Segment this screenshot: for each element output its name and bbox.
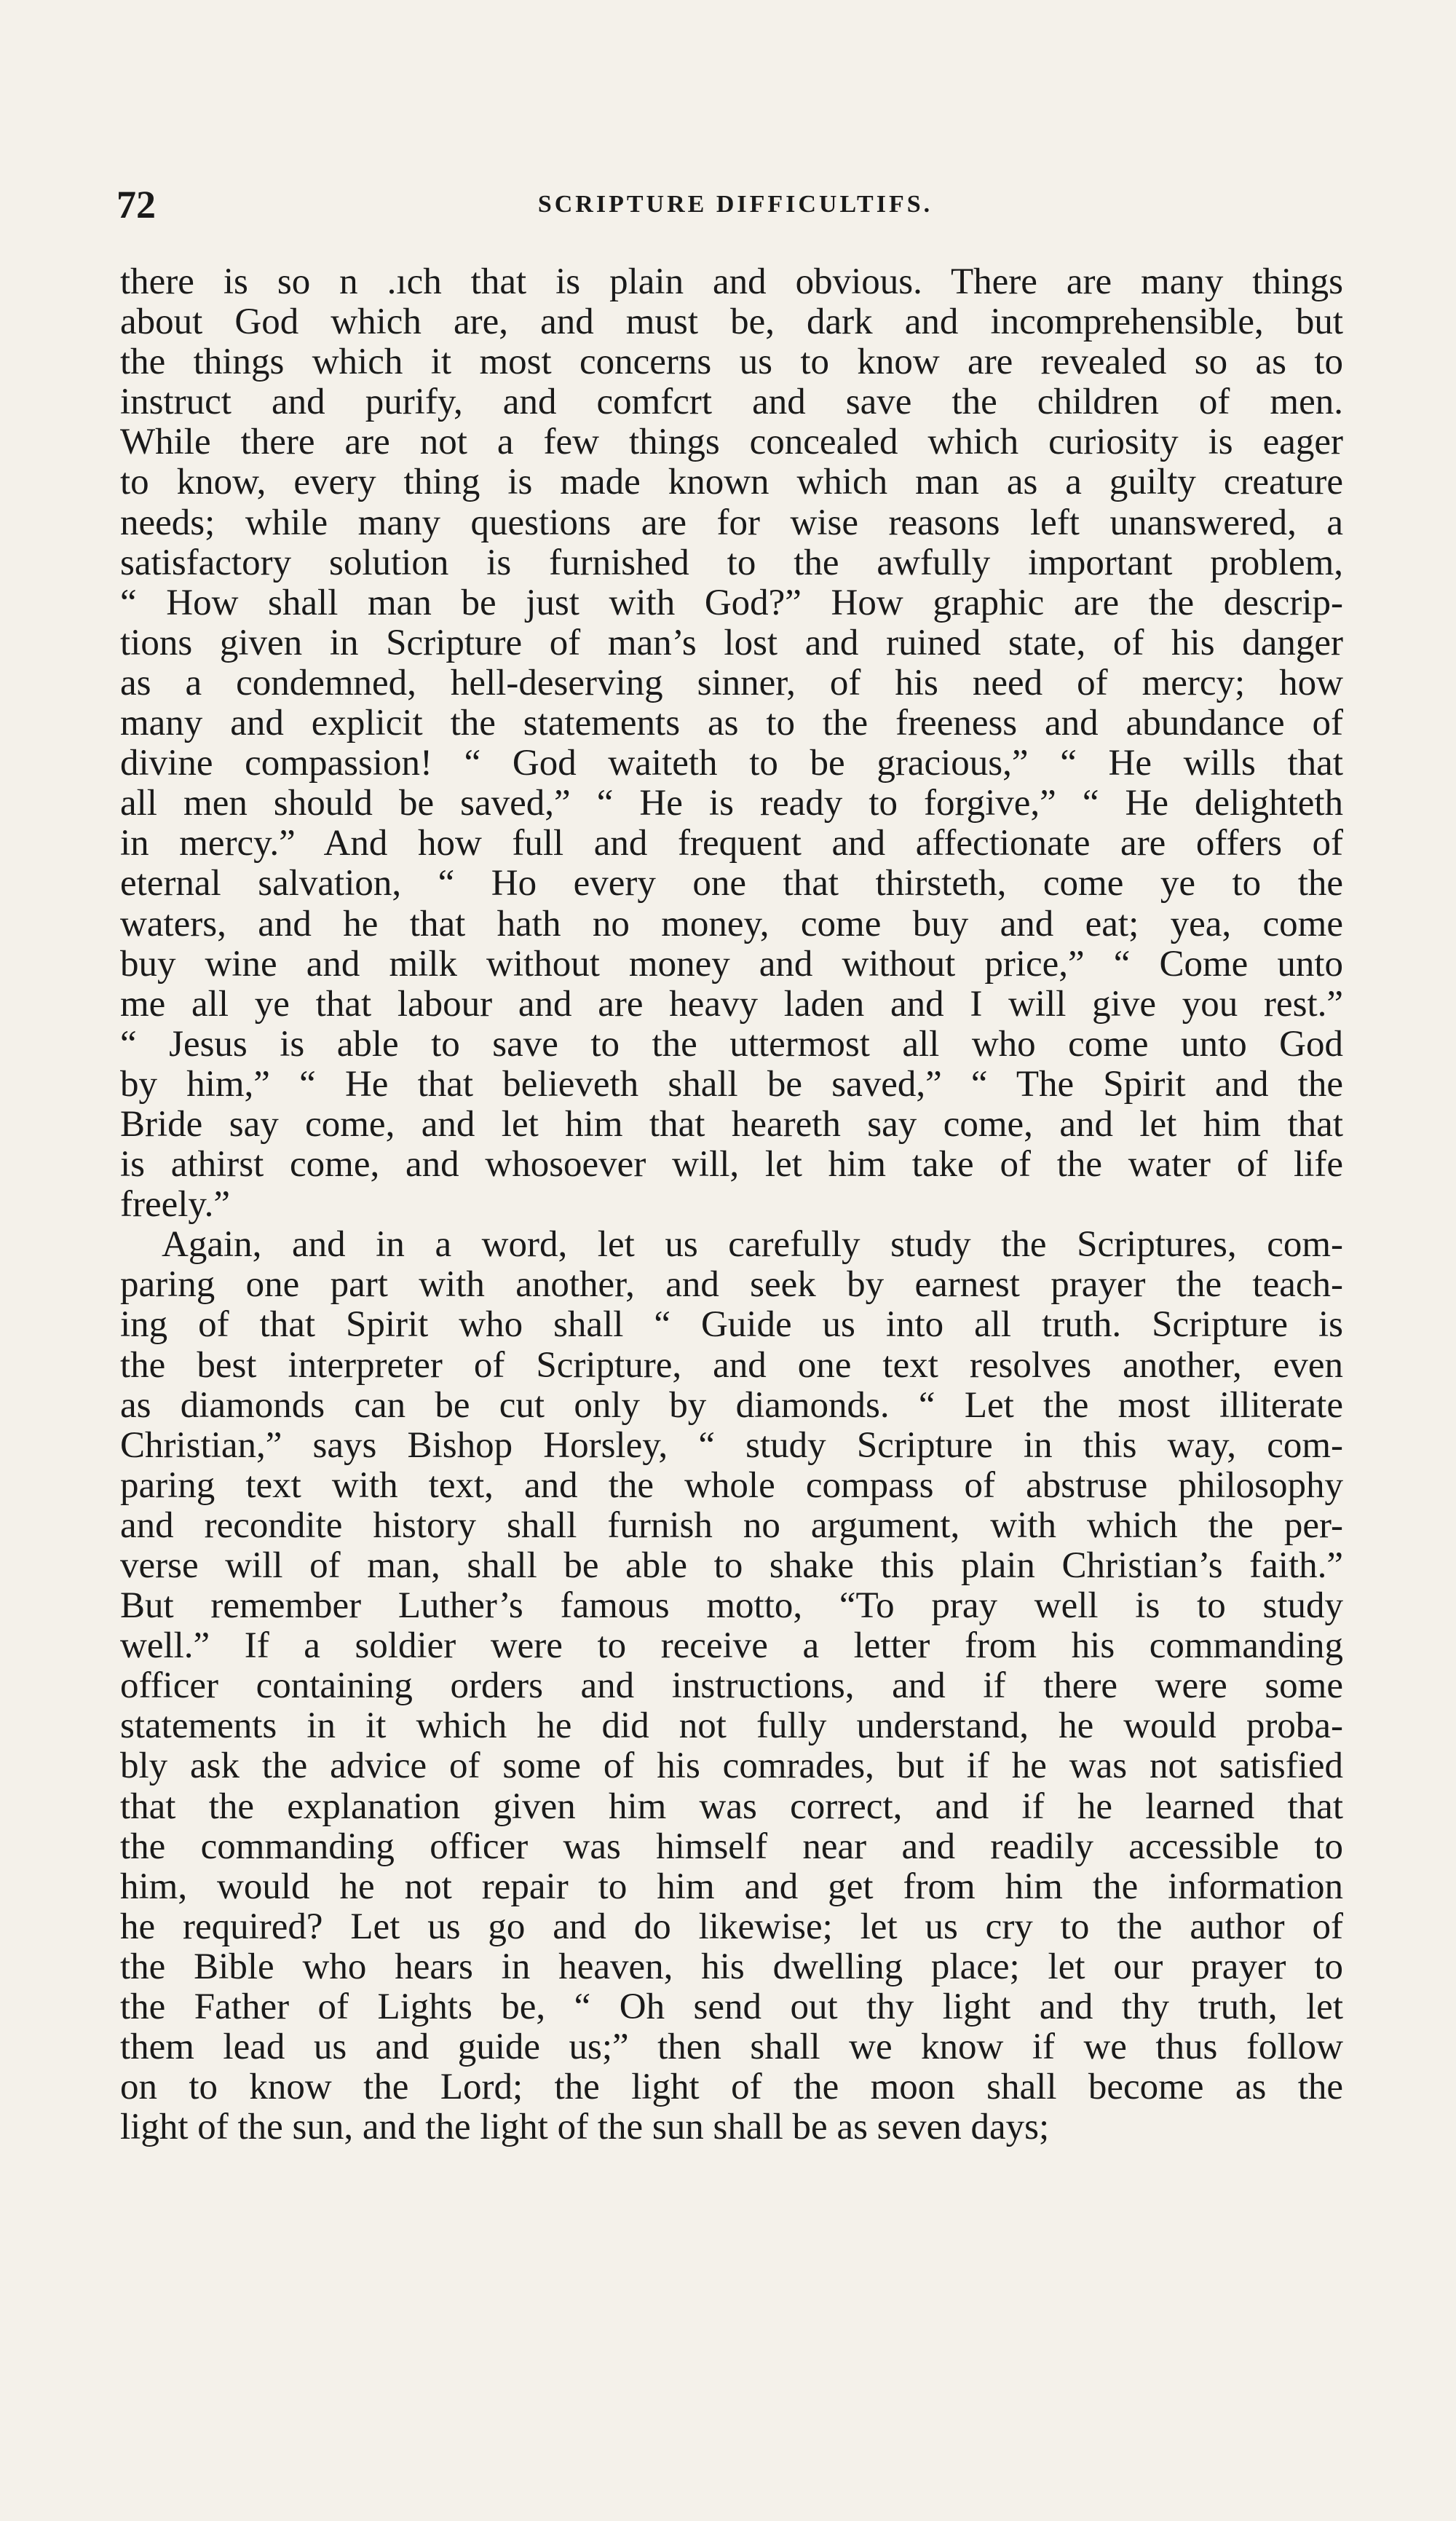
text-line: “ How shall man be just with God?” How graphic are the descrip- [120, 582, 1343, 623]
text-line: Again, and in a word, let us carefully study the Scriptures, com- [162, 1224, 1343, 1266]
text-line: Christian,” says Bishop Horsley, “ study Scripture in this way, com- [120, 1424, 1343, 1466]
text-line: him, would he not repair to him and get from him the information [120, 1866, 1343, 1907]
text-line: the best interpreter of Scripture, and one text resolves another, even [120, 1344, 1343, 1386]
text-line: the Bible who hears in heaven, his dwelling place; let our prayer to [120, 1946, 1343, 1987]
text-line: needs; while many questions are for wise reasons left unanswered, a [120, 502, 1343, 543]
running-title: SCRIPTURE DIFFICULTIFS. [537, 191, 933, 218]
text-line: he required? Let us go and do likewise; let us cry to the author of [120, 1906, 1343, 1947]
text-line: instruct and purify, and comfcrt and save the children of men. [120, 382, 1343, 423]
text-line: and recondite history shall furnish no argument, with which the per- [120, 1504, 1343, 1546]
text-line: ing of that Spirit who shall “ Guide us into all truth. Scripture is [120, 1304, 1343, 1346]
text-line: on to know the Lord; the light of the moon shall become as the [120, 2067, 1343, 2108]
text-line: them lead us and guide us;” then shall we know if we thus follow [120, 2027, 1343, 2068]
text-line: paring text with text, and the whole compass of abstruse philosophy [120, 1464, 1343, 1506]
text-line: eternal salvation, “ Ho every one that thirsteth, come ye to the [120, 863, 1343, 904]
text-line: officer containing orders and instructions, and if there were some [120, 1665, 1343, 1707]
text-line: in mercy.” And how full and frequent and affectionate are offers of [120, 823, 1343, 864]
text-line: as diamonds can be cut only by diamonds. “ Let the most illiterate [120, 1384, 1343, 1426]
text-line: satisfactory solution is furnished to the awfully important problem, [120, 542, 1343, 583]
text-line: While there are not a few things concealed which curiosity is eager [120, 422, 1343, 463]
text-line: as a condemned, hell-deserving sinner, of his need of mercy; how [120, 662, 1343, 703]
text-line: verse will of man, shall be able to shake this plain Christian’s faith.” [120, 1545, 1343, 1586]
text-line: about God which are, and must be, dark and incomprehensible, but [120, 301, 1343, 343]
text-line: statements in it which he did not fully understand, he would proba- [120, 1705, 1343, 1747]
text-line: waters, and he that hath no money, come buy and eat; yea, come [120, 903, 1343, 944]
text-line: paring one part with another, and seek by earnest prayer the teach- [120, 1264, 1343, 1306]
text-line: “ Jesus is able to save to the uttermost all who come unto God [120, 1023, 1343, 1065]
text-line: the commanding officer was himself near and readily accessible to [120, 1826, 1343, 1867]
body-text [120, 262, 1343, 2147]
text-line: to know, every thing is made known which man as a guilty creature [120, 462, 1343, 503]
text-line: is athirst come, and whosoever will, let him take of the water of life [120, 1144, 1343, 1185]
text-line: by him,” “ He that believeth shall be saved,” “ The Spirit and the [120, 1063, 1343, 1105]
text-line: bly ask the advice of some of his comrades, but if he was not satisfied [120, 1745, 1343, 1787]
text-line: But remember Luther’s famous motto, “To pray well is to study [120, 1585, 1343, 1627]
running-head [116, 179, 1354, 230]
text-line: divine compassion! “ God waiteth to be gracious,” “ He wills that [120, 743, 1343, 784]
text-line: freely.” [120, 1184, 230, 1226]
paragraph [120, 262, 1343, 1225]
text-line: that the explanation given him was correct, and if he learned that [120, 1786, 1343, 1827]
text-line: there is so n .ıch that is plain and obvious. There are many things [120, 261, 1343, 302]
page-number: 72 [116, 183, 156, 226]
paragraph [120, 1225, 1343, 2147]
text-line: light of the sun, and the light of the sun shall be as seven days; [120, 2107, 1050, 2148]
text-line: the Father of Lights be, “ Oh send out thy light and thy truth, let [120, 1987, 1343, 2028]
text-line: Bride say come, and let him that heareth say come, and let him that [120, 1103, 1343, 1145]
text-line: all men should be saved,” “ He is ready to forgive,” “ He delighteth [120, 783, 1343, 824]
text-line: me all ye that labour and are heavy laden and I will give you rest.” [120, 983, 1343, 1025]
text-line: well.” If a soldier were to receive a letter from his commanding [120, 1625, 1343, 1667]
text-line: tions given in Scripture of man’s lost and ruined state, of his danger [120, 622, 1343, 663]
text-line: buy wine and milk without money and without price,” “ Come unto [120, 943, 1343, 985]
text-line: many and explicit the statements as to the freeness and abundance of [120, 703, 1343, 744]
text-line: the things which it most concerns us to know are revealed so as to [120, 342, 1343, 383]
